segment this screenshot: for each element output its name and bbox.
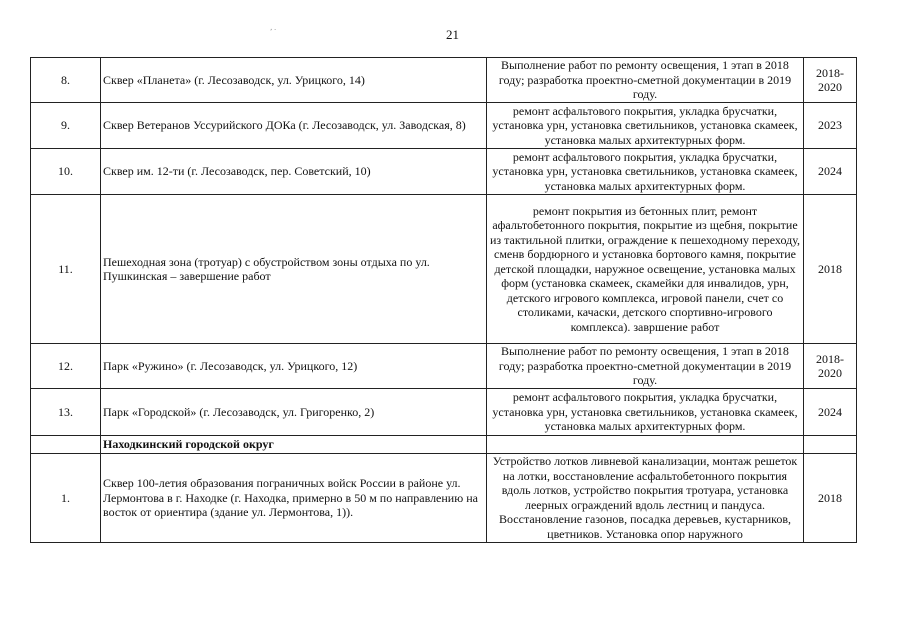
row-number: 8. bbox=[31, 58, 101, 103]
object-name: Сквер Ветеранов Уссурийского ДОКа (г. Лесозаводск, ул. Заводская, 8) bbox=[101, 103, 487, 149]
implementation-years: 2018 bbox=[804, 454, 857, 543]
implementation-years: 2024 bbox=[804, 149, 857, 195]
improvement-objects-table bbox=[30, 57, 857, 543]
work-description: ремонт асфальтового покрытия, укладка брусчатки, установка урн, установка светильников, установка скамеек, установка малых архитектурных форм. bbox=[487, 149, 804, 195]
row-number: 11. bbox=[31, 195, 101, 344]
table-row bbox=[31, 195, 857, 344]
work-description: Выполнение работ по ремонту освещения, 1 этап в 2018 году; разработка проектно-сметной документации в 2019 году. bbox=[487, 58, 804, 103]
work-description-cell bbox=[487, 454, 804, 543]
work-description: Устройство лотков ливневой канализации, монтаж решеток на лотки, восстановление асфальтобетонного покрытия вдоль лотков, устройство покрытия тротуара, установка леерных ограждений вдоль лестниц и пандуса. Восстановление газонов, посадка деревьев, кустарников, цветников. Установка опор наружного bbox=[492, 454, 798, 540]
object-name: Сквер 100-летия образования пограничных войск России в районе ул. Лермонтова в г. Находке (г. Находка, примерно в 50 м по направлению на восток от ориентира (здание ул. Лермонтова, 1)). bbox=[101, 454, 487, 543]
work-description: Выполнение работ по ремонту освещения, 1 этап в 2018 году; разработка проектно-сметной документации в 2019 году. bbox=[487, 344, 804, 389]
table-row bbox=[31, 149, 857, 195]
row-number: 9. bbox=[31, 103, 101, 149]
row-number: 10. bbox=[31, 149, 101, 195]
row-number: 13. bbox=[31, 389, 101, 436]
work-description: ремонт асфальтового покрытия, укладка брусчатки, установка урн, установка светильников, установка скамеек, установка малых архитектурных форм. bbox=[487, 103, 804, 149]
scan-mark: ٬ ˋ bbox=[270, 28, 277, 36]
section-empty-cell bbox=[804, 436, 857, 454]
page-number: 21 bbox=[446, 27, 459, 42]
implementation-years: 2018 bbox=[804, 195, 857, 344]
implementation-years: 2018-2020 bbox=[804, 58, 857, 103]
object-name: Парк «Ружино» (г. Лесозаводск, ул. Урицкого, 12) bbox=[101, 344, 487, 389]
work-description: ремонт асфальтового покрытия, укладка брусчатки, установка урн, установка светильников, установка скамеек, установка малых архитектурных форм. bbox=[487, 389, 804, 436]
section-title: Находкинский городской округ bbox=[101, 436, 487, 454]
table-row bbox=[31, 103, 857, 149]
table-row bbox=[31, 389, 857, 436]
table-row bbox=[31, 58, 857, 103]
section-empty-cell bbox=[487, 436, 804, 454]
table-row bbox=[31, 454, 857, 543]
work-description: ремонт покрытия из бетонных плит, ремонт афальтобетонного покрытия, покрытие из щебня, покрытие из тактильной плитки, ограждение к пешеходному переходу, сменв бордюрного и установка бортового камня, покрытие детской площадки, наружное освещение, установка малых форм (установка скамеек, скамейки для инвалидов, урн, детского игрового комплекса, игровой панели, счет со столиками, качаски, детского спортивно-игрового комплекса). завршение работ bbox=[487, 195, 804, 344]
section-empty-cell bbox=[31, 436, 101, 454]
object-name: Парк «Городской» (г. Лесозаводск, ул. Григоренко, 2) bbox=[101, 389, 487, 436]
object-name: Сквер «Планета» (г. Лесозаводск, ул. Урицкого, 14) bbox=[101, 58, 487, 103]
row-number: 12. bbox=[31, 344, 101, 389]
object-name: Пешеходная зона (тротуар) с обустройством зоны отдыха по ул. Пушкинская – завершение работ bbox=[101, 195, 487, 344]
object-name: Сквер им. 12-ти (г. Лесозаводск, пер. Советский, 10) bbox=[101, 149, 487, 195]
implementation-years: 2024 bbox=[804, 389, 857, 436]
row-number: 1. bbox=[31, 454, 101, 543]
implementation-years: 2023 bbox=[804, 103, 857, 149]
implementation-years: 2018-2020 bbox=[804, 344, 857, 389]
section-header-row bbox=[31, 436, 857, 454]
table-row bbox=[31, 344, 857, 389]
